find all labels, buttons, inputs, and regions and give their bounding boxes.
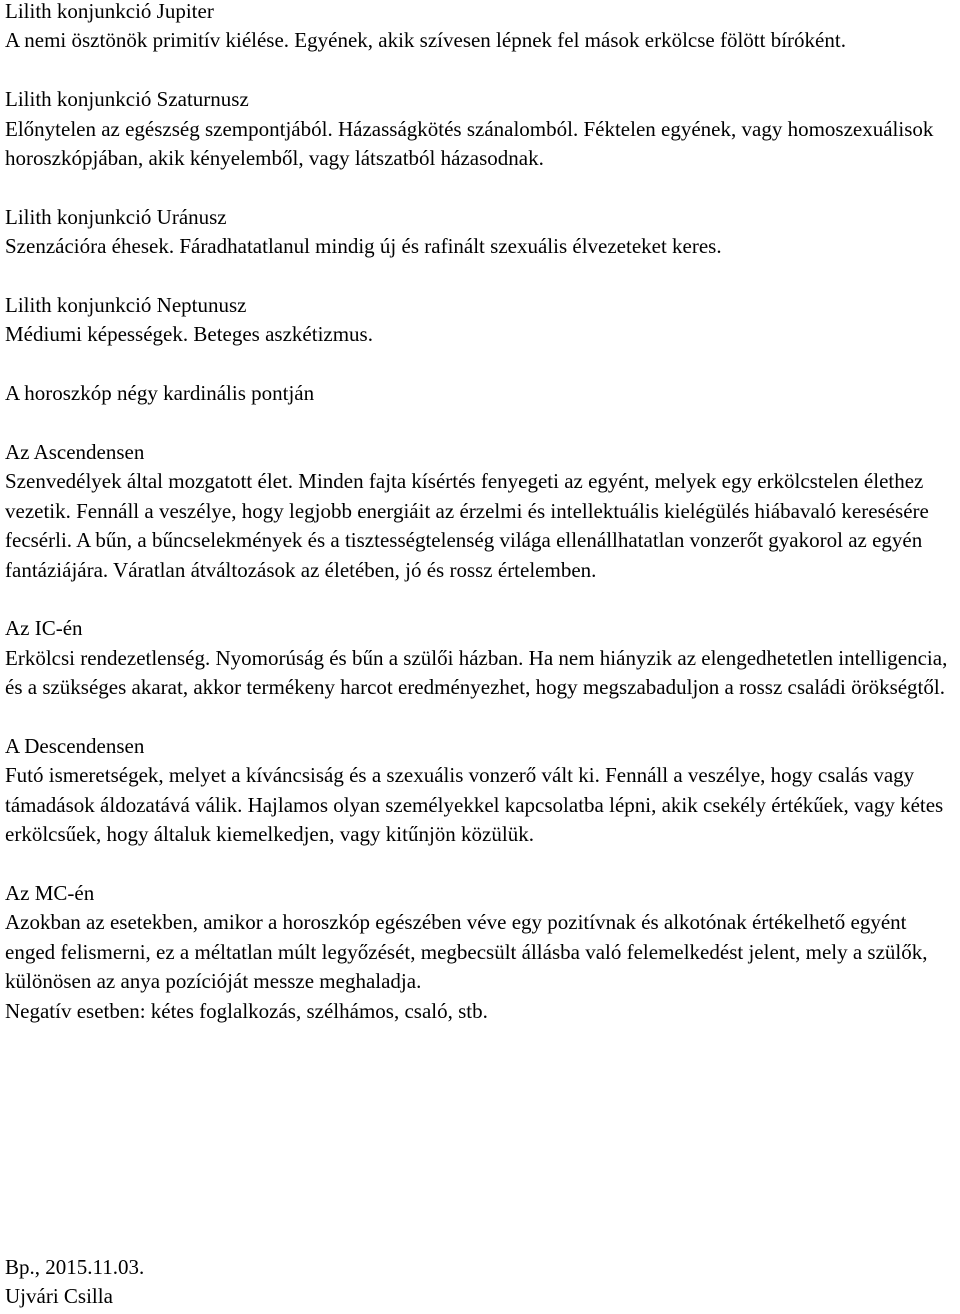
section-uranus — [5, 203, 957, 262]
section-heading: Lilith konjunkció Jupiter — [5, 0, 214, 23]
section-text-negative: Negatív esetben: kétes foglalkozás, szélhámos, csaló, stb. — [5, 998, 488, 1023]
signature-date: Bp., 2015.11.03. — [5, 1255, 145, 1279]
section-heading: A horoszkóp négy kardinális pontján — [5, 381, 315, 406]
section-heading: Lilith konjunkció Szaturnusz — [5, 87, 249, 112]
section-descendant — [5, 732, 957, 850]
section-text: Szenzációra éhesek. Fáradhatatlanul mindig új és rafinált szexuális élvezeteket keres. — [5, 234, 722, 259]
section-ic — [5, 614, 957, 702]
section-mc — [5, 879, 957, 1026]
section-cardinal-points — [5, 379, 957, 408]
signature-block — [5, 1253, 605, 1312]
section-text: Előnytelen az egészség szempontjából. Házasságkötés szánalomból. Féktelen egyének, vagy homoszexuálisok horoszkópjában, akik kényelemből, vagy látszatból házasodnak. — [5, 116, 934, 171]
signature-author: Ujvári Csilla — [5, 1284, 113, 1309]
section-neptune — [5, 291, 957, 350]
document-body — [5, 0, 957, 1055]
section-heading: A Descendensen — [5, 734, 145, 759]
section-text: Azokban az esetekben, amikor a horoszkóp egészében véve egy pozitívnak és alkotónak értékelhető egyént enged felismerni, ez a méltatlan múlt legyőzését, megbecsült állásba való felemelkedést jelent, mely a szülők, különösen az anya pozícióját messze meghaladja. — [5, 910, 928, 994]
section-jupiter — [5, 0, 957, 56]
section-saturn — [5, 85, 957, 173]
section-text: Médiumi képességek. Beteges aszkétizmus. — [5, 322, 373, 347]
section-text: Szenvedélyek által mozgatott élet. Minden fajta kísértés fenyegeti az egyént, melyek egy erkölcstelen élethez vezetik. Fennáll a veszélye, hogy legjobb energiáit az érzelmi és intellektuális kielégülés hiábavaló keresésére fecsérli. A bűn, a bűncselekmények és a tisztességtelenség világa ellenállhatatlan vonzerőt gyakorol az egyén fantáziájára. Váratlan átváltozások az életében, jó és rossz értelemben. — [5, 469, 929, 582]
section-heading: Lilith konjunkció Neptunusz — [5, 293, 247, 318]
section-heading: Az Ascendensen — [5, 440, 145, 465]
section-text: Futó ismeretségek, melyet a kíváncsiság és a szexuális vonzerő vált ki. Fennáll a veszélye, hogy csalás vagy támadások áldozatává válik. Hajlamos olyan személyekkel kapcsolatba lépni, akik csekély értékűek, vagy kétes erkölcsűek, hogy általuk kiemelkedjen, vagy kitűnjön közülük. — [5, 763, 944, 847]
section-text: A nemi ösztönök primitív kiélése. Egyének, akik szívesen lépnek fel mások erkölcse fölött bíróként. — [5, 28, 846, 53]
section-text: Erkölcsi rendezetlenség. Nyomorúság és bűn a szülői házban. Ha nem hiányzik az elengedhetetlen intelligencia, és a szükséges akarat, akkor termékeny harcot eredményezhet, hogy megszabaduljon a rossz családi örökségtől. — [5, 645, 948, 700]
section-heading: Lilith konjunkció Uránusz — [5, 204, 227, 229]
section-heading: Az IC-én — [5, 616, 83, 641]
section-heading: Az MC-én — [5, 881, 95, 906]
section-ascendant — [5, 438, 957, 585]
